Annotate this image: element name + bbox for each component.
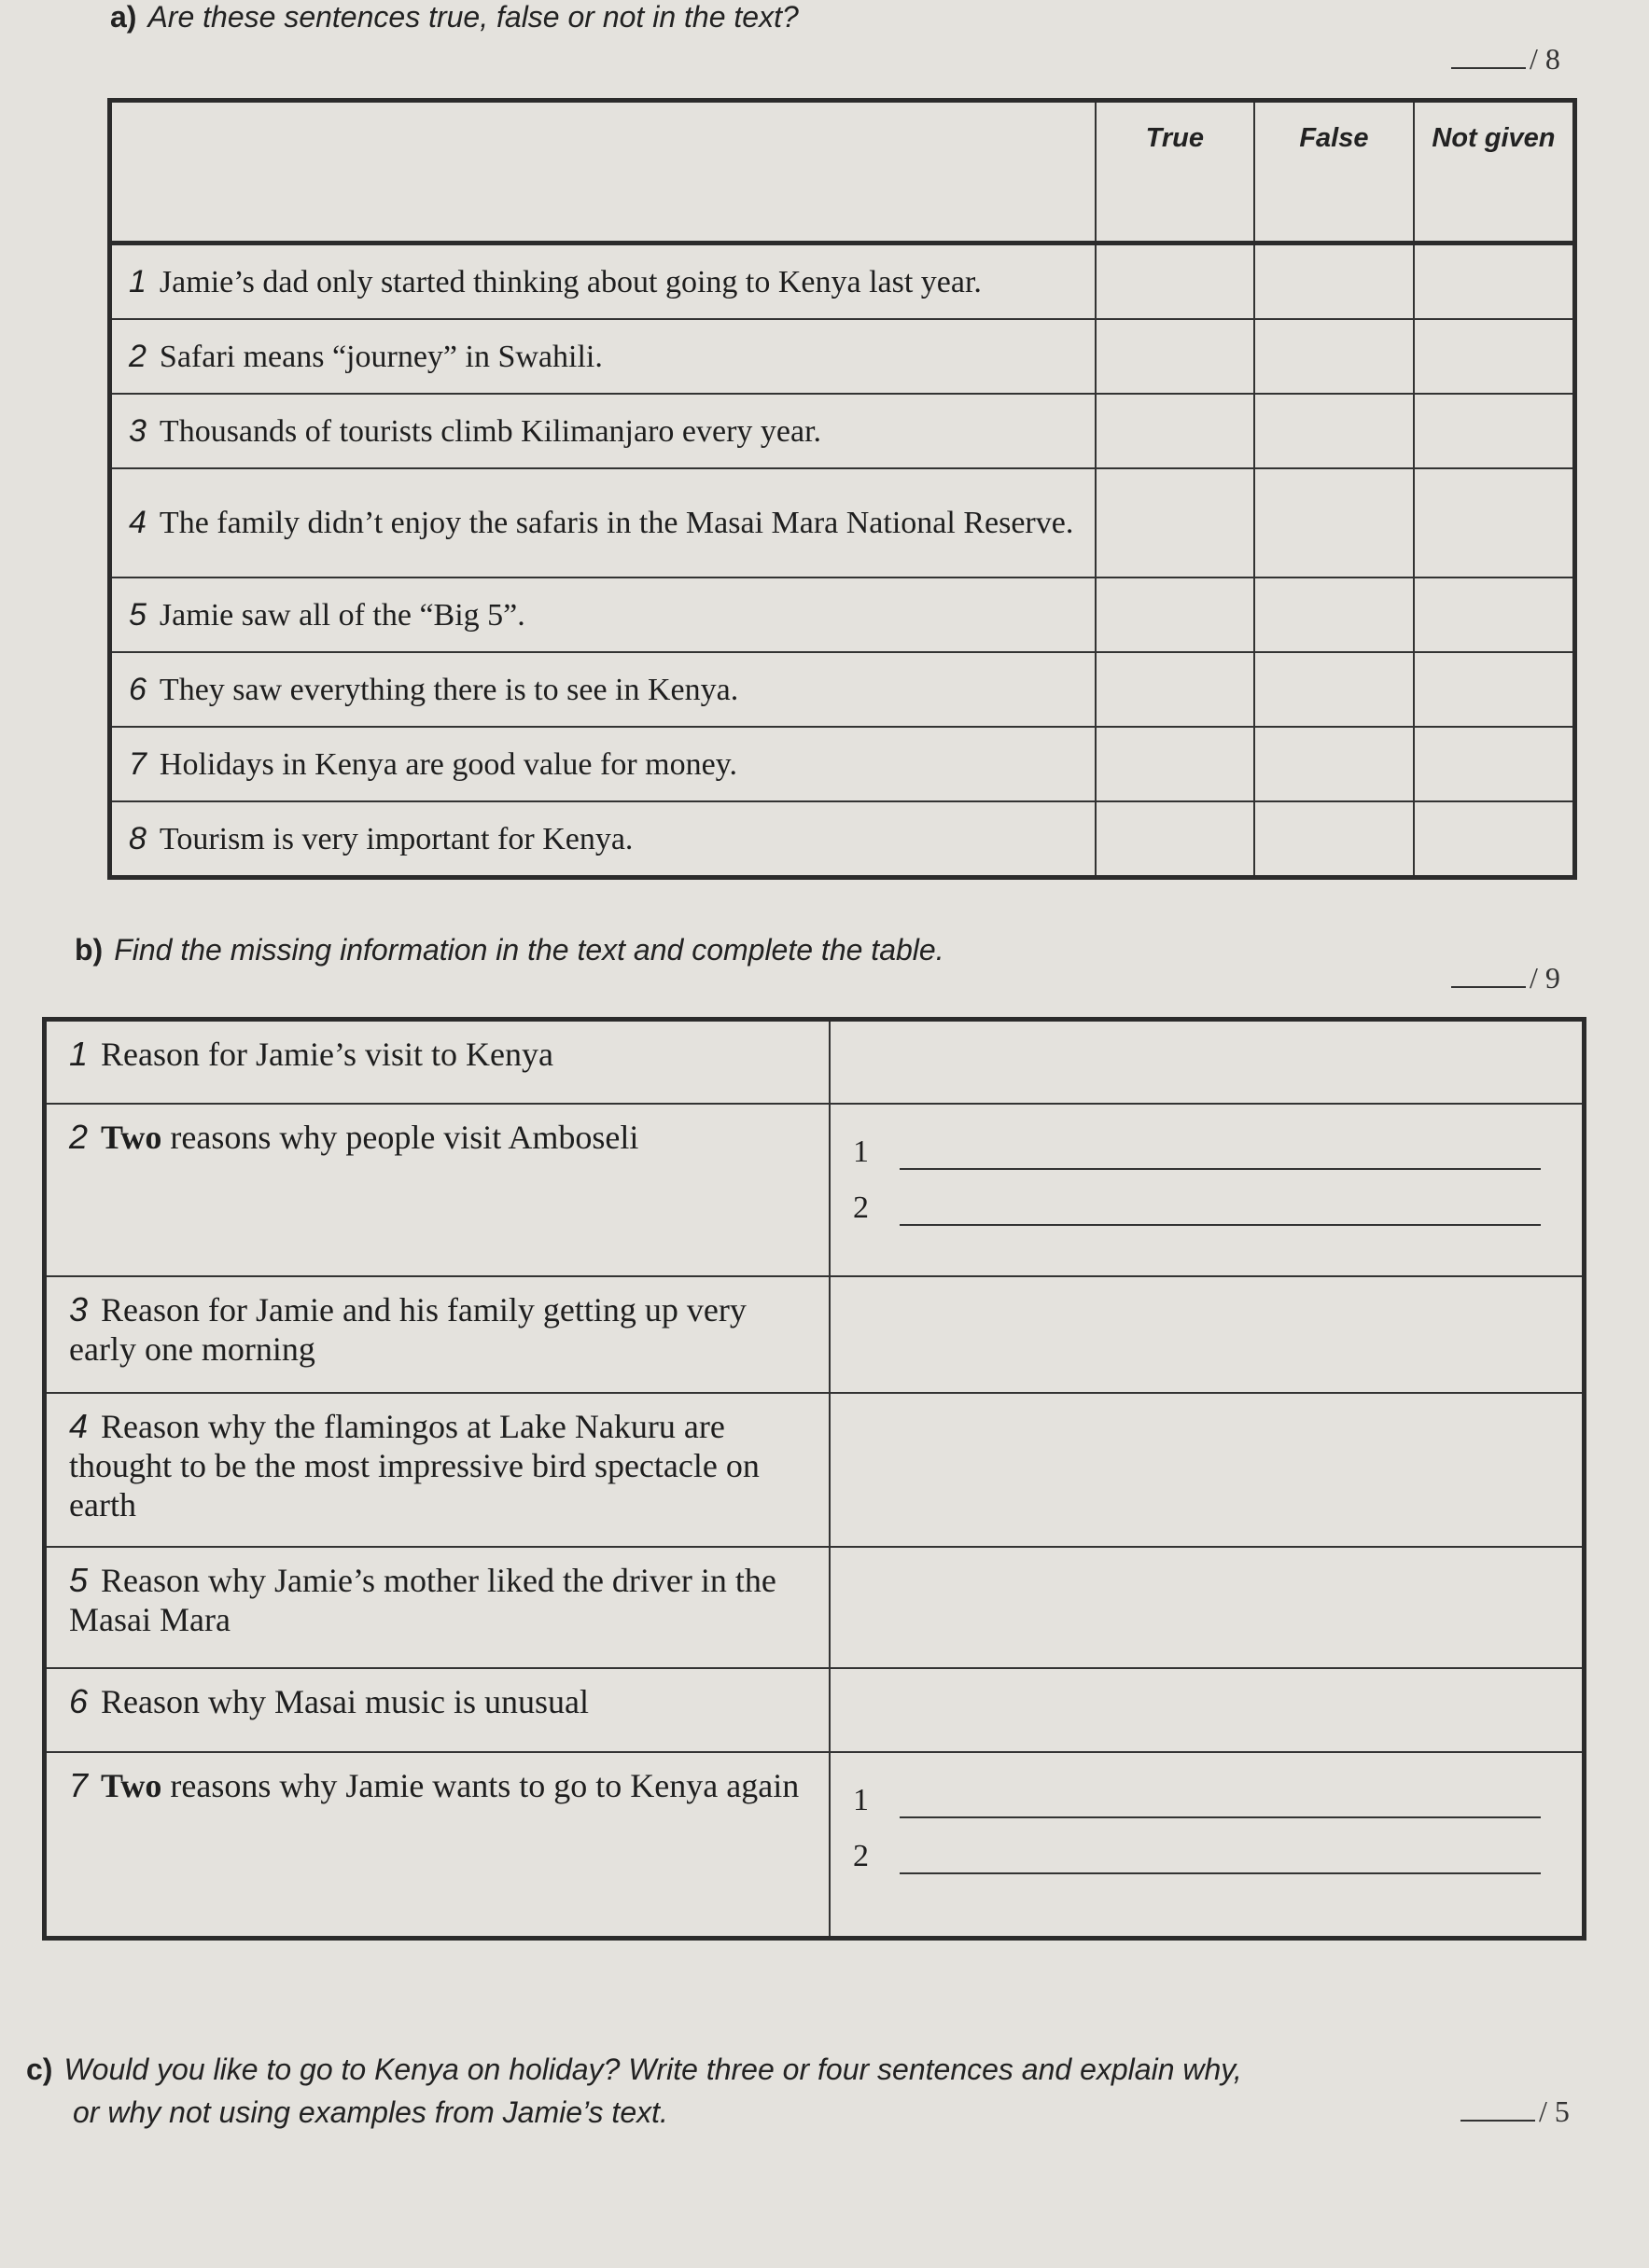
table-row (110, 801, 1575, 878)
statement-number: 8 (129, 820, 147, 856)
table-row (45, 1393, 1585, 1547)
true-false-table (107, 98, 1577, 880)
section-c-instruction (26, 2048, 1242, 2134)
statement-cell (110, 243, 1096, 320)
missing-information-table (42, 1017, 1586, 1941)
row-number: 1 (69, 1035, 89, 1073)
statement-cell (110, 577, 1096, 652)
prompt-text: reasons why people visit Amboseli (170, 1118, 639, 1156)
table-row (45, 1668, 1585, 1752)
answer-line[interactable] (853, 1839, 1559, 1874)
prompt-text: Reason why Jamie’s mother liked the driver in the Masai Mara (69, 1561, 776, 1638)
statement-number: 7 (129, 745, 147, 782)
table-row (110, 652, 1575, 727)
section-a-letter: a) (110, 0, 137, 34)
not-given-answer-box[interactable] (1414, 243, 1575, 320)
section-b-instruction (75, 933, 944, 967)
section-a-score (1451, 42, 1560, 77)
statement-text: Tourism is very important for Kenya. (159, 821, 634, 856)
row-number: 6 (69, 1681, 89, 1720)
true-answer-box[interactable] (1096, 468, 1254, 577)
statement-number: 4 (129, 505, 147, 540)
statement-number: 3 (129, 412, 147, 449)
answer-cell (830, 1752, 1585, 1939)
header-true: True (1096, 101, 1254, 243)
table-row (45, 1752, 1585, 1939)
statement-text: Jamie’s dad only started thinking about going to Kenya last year. (159, 264, 982, 299)
section-b-letter: b) (75, 933, 104, 967)
table-row (110, 243, 1575, 320)
prompt-text: Reason for Jamie and his family getting up very early one morning (69, 1290, 747, 1368)
answer-cell[interactable] (830, 1668, 1585, 1752)
row-number: 2 (69, 1117, 89, 1156)
section-b-score (1451, 961, 1560, 995)
header-false: False (1254, 101, 1414, 243)
line-number: 1 (853, 1782, 869, 1817)
false-answer-box[interactable] (1254, 468, 1414, 577)
section-c-instruction-line2: or why not using examples from Jamie’s text. (73, 2095, 668, 2129)
true-answer-box[interactable] (1096, 652, 1254, 727)
table-row (45, 1020, 1585, 1104)
answer-cell[interactable] (830, 1547, 1585, 1668)
table-row (45, 1276, 1585, 1393)
not-given-answer-box[interactable] (1414, 727, 1575, 801)
line-number: 1 (853, 1134, 869, 1169)
prompt-cell (45, 1104, 831, 1276)
row-number: 4 (69, 1406, 89, 1445)
not-given-answer-box[interactable] (1414, 394, 1575, 468)
false-answer-box[interactable] (1254, 394, 1414, 468)
not-given-answer-box[interactable] (1414, 319, 1575, 394)
answer-line[interactable] (853, 1134, 1559, 1170)
false-answer-box[interactable] (1254, 652, 1414, 727)
prompt-bold-word: Two (101, 1766, 162, 1804)
not-given-answer-box[interactable] (1414, 468, 1575, 577)
statement-number: 6 (129, 671, 147, 707)
true-answer-box[interactable] (1096, 394, 1254, 468)
write-line[interactable] (900, 1140, 1541, 1170)
prompt-text: Reason for Jamie’s visit to Kenya (101, 1036, 553, 1073)
not-given-answer-box[interactable] (1414, 801, 1575, 878)
statement-text: Thousands of tourists climb Kilimanjaro every year. (159, 413, 822, 449)
table-row (45, 1104, 1585, 1276)
statement-cell (110, 394, 1096, 468)
row-number: 5 (69, 1560, 89, 1599)
false-answer-box[interactable] (1254, 243, 1414, 320)
line-number: 2 (853, 1190, 869, 1225)
not-given-answer-box[interactable] (1414, 577, 1575, 652)
section-a-instruction-text: Are these sentences true, false or not in the text? (147, 0, 799, 34)
score-blank[interactable] (1451, 986, 1526, 988)
answer-line[interactable] (853, 1190, 1559, 1226)
table-header-row (110, 101, 1575, 243)
prompt-text: Reason why the flamingos at Lake Nakuru are thought to be the most impressive bird spectacle on earth (69, 1407, 760, 1524)
section-c-score (1460, 2094, 1570, 2129)
answer-cell[interactable] (830, 1020, 1585, 1104)
row-number: 7 (69, 1765, 89, 1804)
true-answer-box[interactable] (1096, 243, 1254, 320)
prompt-text: Reason why Masai music is unusual (101, 1682, 589, 1720)
statement-number: 5 (129, 596, 147, 633)
statement-text: Jamie saw all of the “Big 5”. (159, 597, 525, 633)
statement-number: 1 (129, 263, 147, 299)
header-not-given (1414, 101, 1575, 243)
prompt-cell (45, 1020, 831, 1104)
table-row (110, 468, 1575, 577)
true-answer-box[interactable] (1096, 727, 1254, 801)
true-answer-box[interactable] (1096, 577, 1254, 652)
row-number: 3 (69, 1289, 89, 1329)
score-blank[interactable] (1451, 67, 1526, 69)
table-row (45, 1547, 1585, 1668)
write-line[interactable] (900, 1844, 1541, 1874)
true-answer-box[interactable] (1096, 319, 1254, 394)
prompt-cell (45, 1393, 831, 1547)
table-row (110, 727, 1575, 801)
statement-text: The family didn’t enjoy the safaris in the Masai Mara National Reserve. (159, 506, 1074, 540)
header-blank (110, 101, 1096, 243)
answer-cell (830, 1104, 1585, 1276)
section-c-letter: c) (26, 2052, 53, 2086)
header-not-given-text: Not given (1432, 123, 1556, 153)
statement-cell (110, 468, 1096, 577)
statement-text: Safari means “journey” in Swahili. (159, 339, 603, 374)
section-c-instruction-line1: Would you like to go to Kenya on holiday? Write three or four sentences and explain why, (63, 2052, 1242, 2086)
prompt-cell (45, 1547, 831, 1668)
statement-cell (110, 727, 1096, 801)
prompt-bold-word: Two (101, 1118, 162, 1156)
answer-cell[interactable] (830, 1393, 1585, 1547)
score-blank[interactable] (1460, 2120, 1535, 2122)
line-number: 2 (853, 1838, 869, 1873)
section-a-score-text: / 8 (1530, 42, 1560, 76)
write-line[interactable] (900, 1788, 1541, 1818)
section-b-score-text: / 9 (1530, 961, 1560, 995)
prompt-cell (45, 1668, 831, 1752)
statement-cell (110, 319, 1096, 394)
table-row (110, 394, 1575, 468)
statement-cell (110, 801, 1096, 878)
answer-line[interactable] (853, 1783, 1559, 1818)
prompt-cell (45, 1276, 831, 1393)
false-answer-box[interactable] (1254, 801, 1414, 878)
statement-text: Holidays in Kenya are good value for money. (159, 746, 737, 782)
not-given-answer-box[interactable] (1414, 652, 1575, 727)
false-answer-box[interactable] (1254, 727, 1414, 801)
statement-text: They saw everything there is to see in Kenya. (159, 672, 739, 707)
table-row (110, 319, 1575, 394)
statement-number: 2 (129, 338, 147, 374)
table-row (110, 577, 1575, 652)
section-b-instruction-text: Find the missing information in the text and complete the table. (114, 933, 944, 967)
prompt-cell (45, 1752, 831, 1939)
statement-cell (110, 652, 1096, 727)
true-answer-box[interactable] (1096, 801, 1254, 878)
false-answer-box[interactable] (1254, 577, 1414, 652)
false-answer-box[interactable] (1254, 319, 1414, 394)
prompt-text: reasons why Jamie wants to go to Kenya again (170, 1766, 800, 1804)
answer-cell[interactable] (830, 1276, 1585, 1393)
section-c-score-text: / 5 (1539, 2094, 1570, 2128)
write-line[interactable] (900, 1196, 1541, 1226)
section-a-instruction (110, 0, 799, 35)
